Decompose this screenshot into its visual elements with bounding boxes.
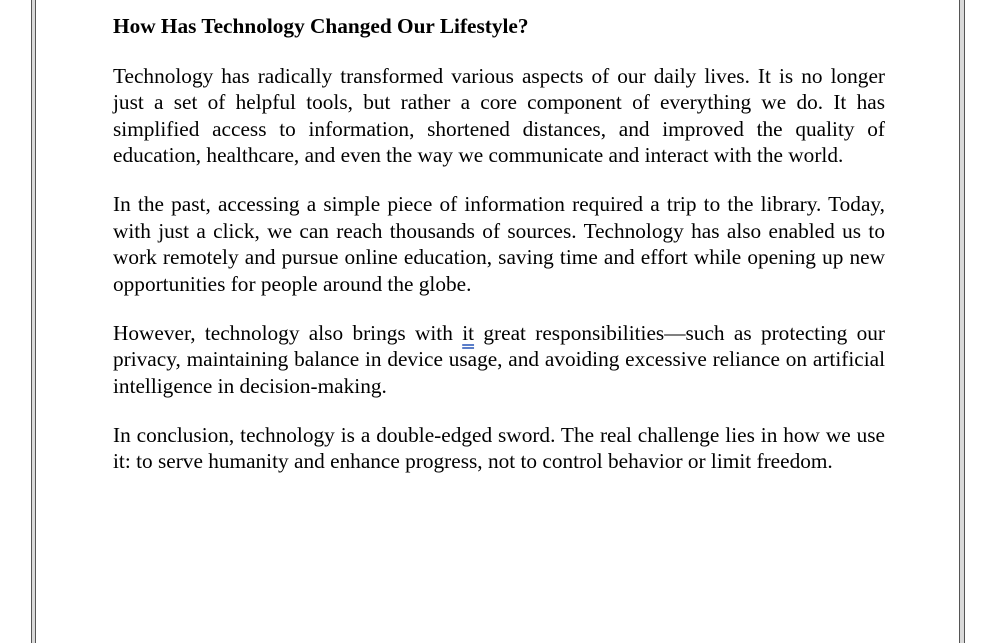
paragraph-4: In conclusion, technology is a double-edged sword. The real challenge lies in how we use it: to serve humanity and enhance progress, not to control behavior or limit freedom. [113, 422, 885, 473]
paragraph-2: In the past, accessing a simple piece of information required a trip to the library. Today, with just a click, we can reach thousands of sources. Technology has also enabled us to work remotely and pursue online education, saving time and effort while opening up new opportunities for people around the globe. [113, 192, 885, 296]
paragraph-1: Technology has radically transformed various aspects of our daily lives. It is no longer just a set of helpful tools, but rather a core component of everything we do. It has simplified access to information, shortened distances, and improved the quality of education, healthcare, and even the way we communicate and interact with the world. [113, 63, 885, 167]
grammar-flagged-word[interactable]: it [462, 320, 475, 345]
page-border-left [31, 0, 36, 643]
paragraph-3 [113, 320, 885, 400]
paragraph-3-after: great responsibilities—such as protecting our privacy, maintaining balance in device usage, and avoiding excessive reliance on artificial intelligence in decision-making. [113, 320, 886, 398]
document-title: How Has Technology Changed Our Lifestyle? [113, 14, 529, 38]
paragraph-3-before: However, technology also brings with [113, 320, 463, 345]
page-border-right [959, 0, 965, 643]
document-page[interactable] [113, 13, 885, 475]
